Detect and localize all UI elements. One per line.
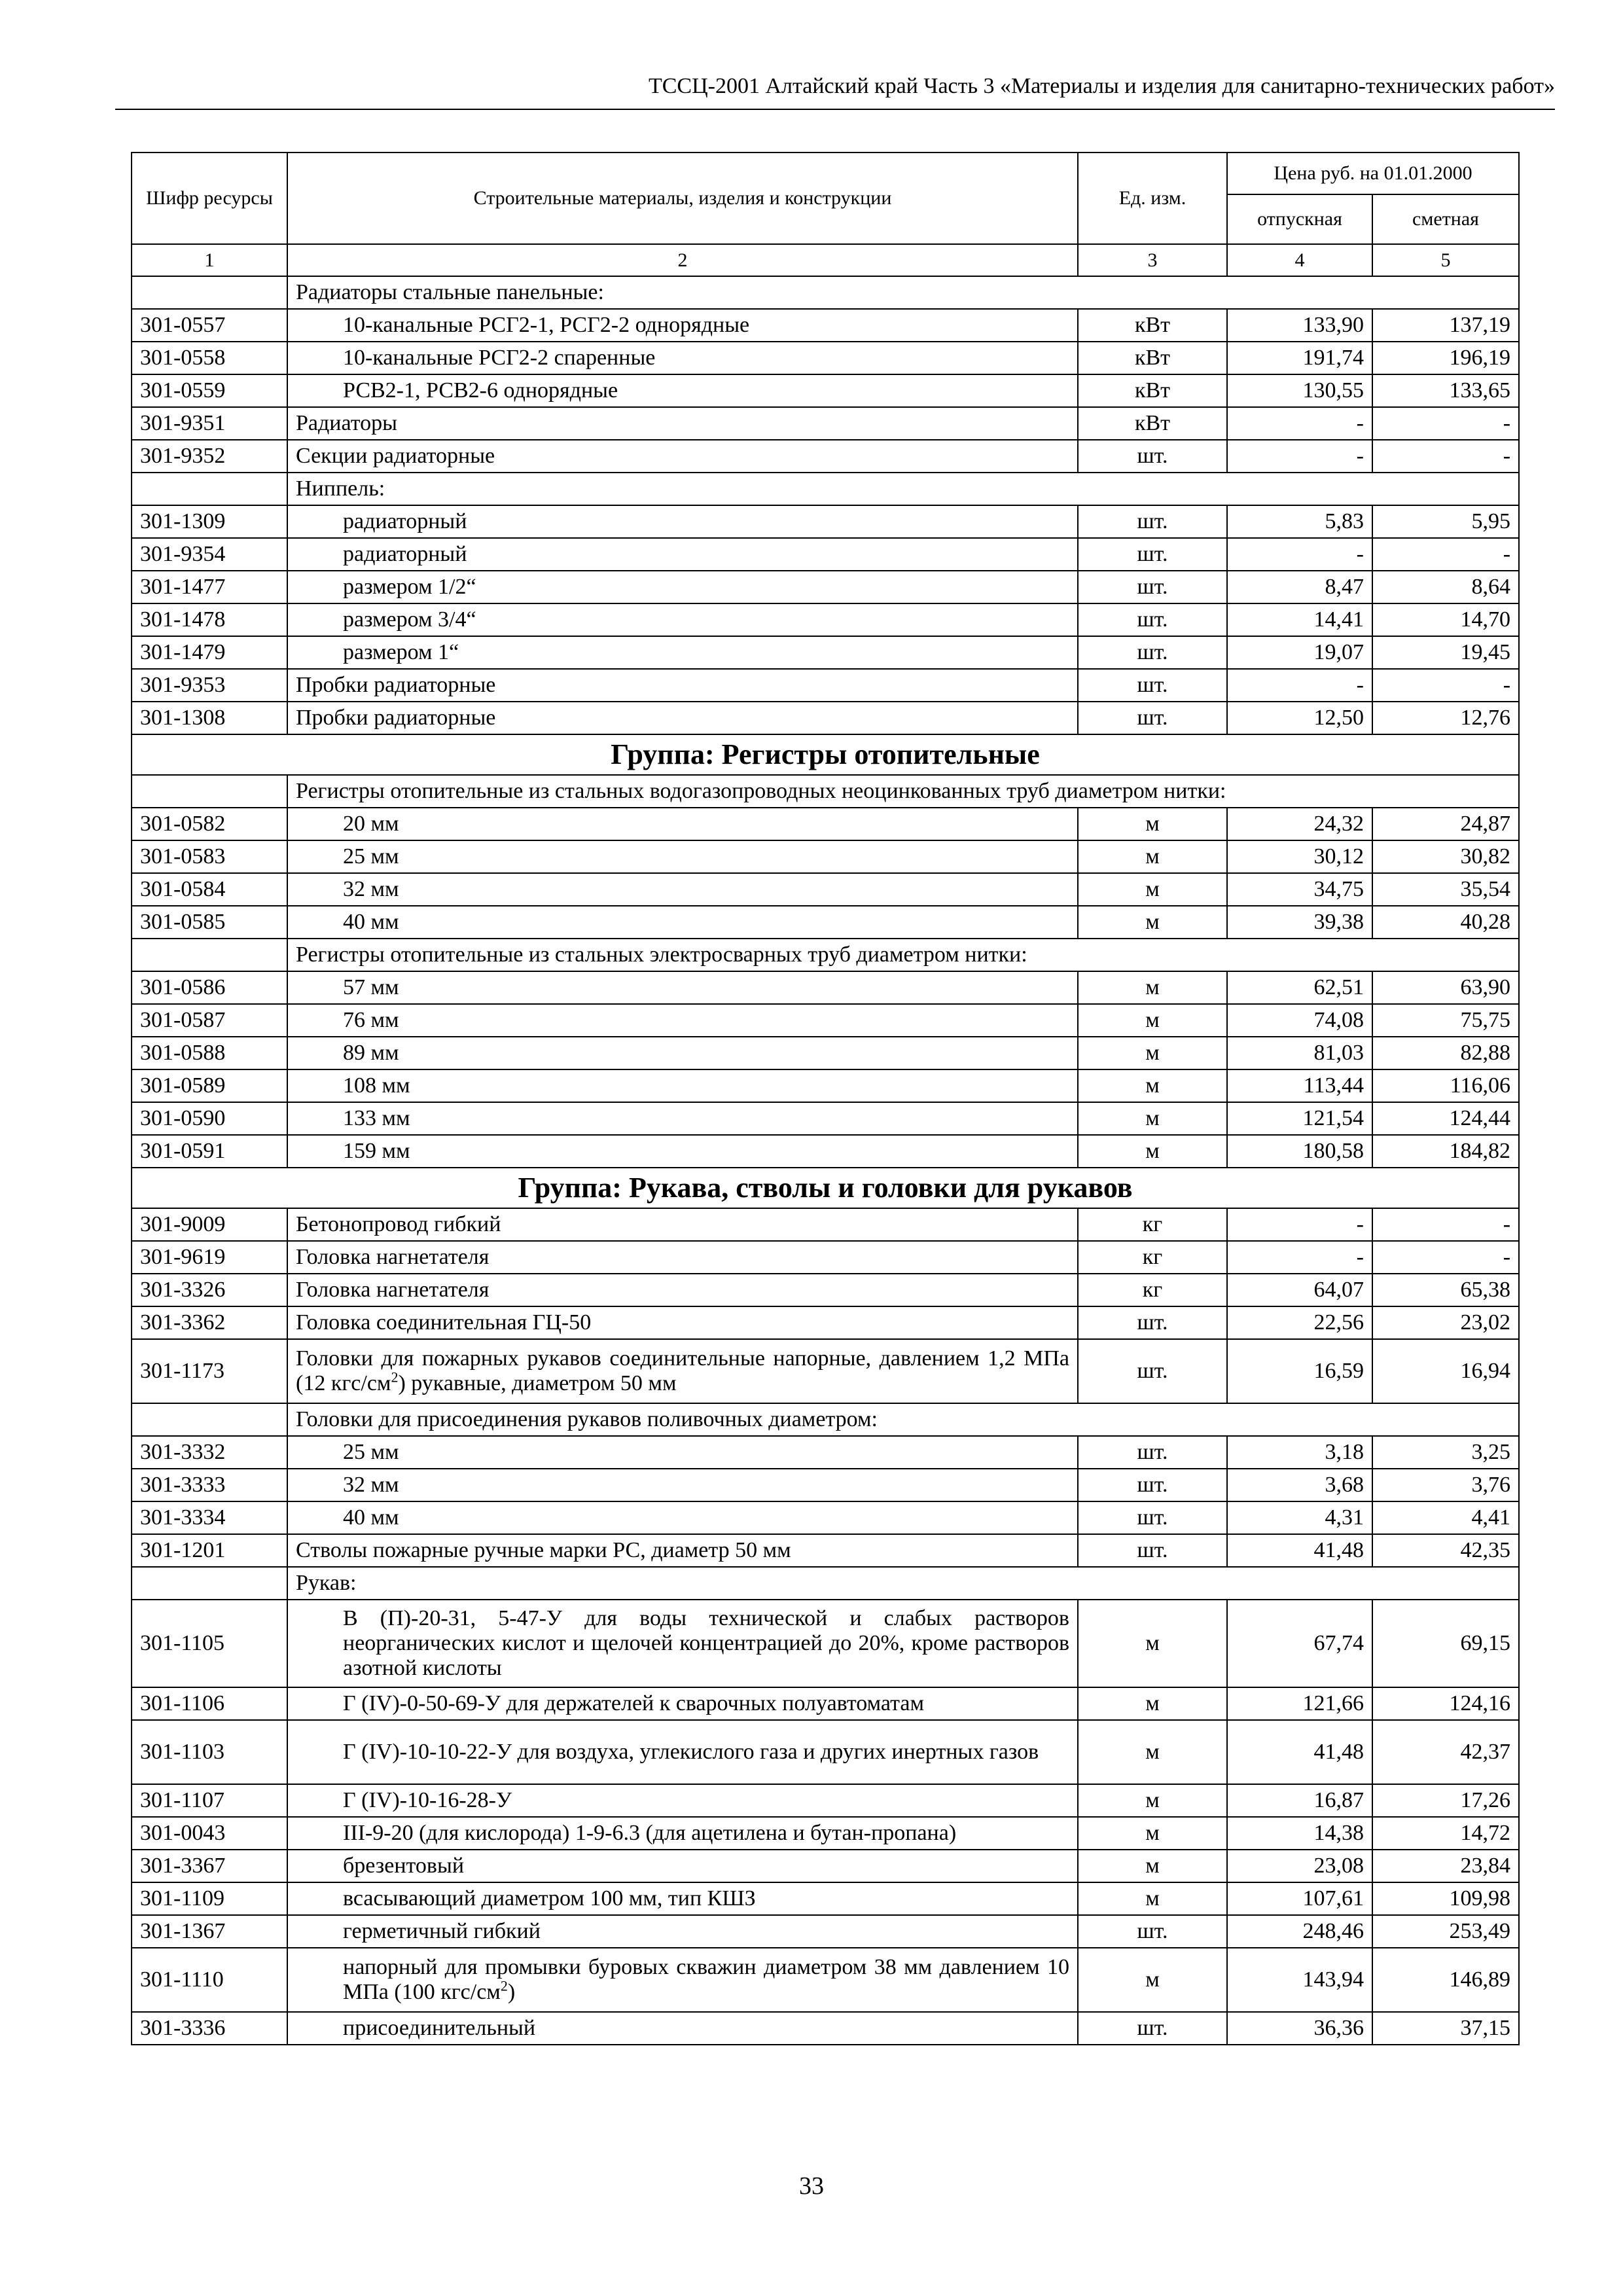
unit-of-measure: м [1078,1687,1227,1720]
table-row [132,1850,1519,1882]
estimate-price: 133,65 [1372,374,1519,407]
resource-code: 301-0558 [132,342,287,374]
resource-code: 301-3362 [132,1306,287,1339]
release-price: 19,07 [1227,636,1372,669]
table-row [132,1687,1519,1720]
table-row [132,342,1519,374]
resource-code: 301-3336 [132,2012,287,2045]
release-price: 36,36 [1227,2012,1372,2045]
group-title: Группа: Регистры отопительные [132,734,1519,775]
material-name: Бетонопровод гибкий [287,1208,1078,1241]
estimate-price: 37,15 [1372,2012,1519,2045]
material-name: размером 3/4“ [287,603,1078,636]
unit-of-measure: м [1078,1102,1227,1135]
unit-of-measure: м [1078,1882,1227,1915]
estimate-price: 8,64 [1372,571,1519,603]
estimate-price: 24,87 [1372,808,1519,840]
table-row [132,1004,1519,1037]
table-row [132,840,1519,873]
column-number: 5 [1372,244,1519,276]
unit-of-measure: шт. [1078,1436,1227,1469]
release-price: 41,48 [1227,1534,1372,1567]
material-name-part: напорный для промывки буровых скважин диаметром 38 мм давлением 10 МПа (100 кгс/см [343,1955,1069,2004]
material-name: РСВ2-1, РСВ2-6 однорядные [287,374,1078,407]
estimate-price: 184,82 [1372,1135,1519,1168]
estimate-price: 109,98 [1372,1882,1519,1915]
unit-of-measure: кВт [1078,374,1227,407]
subheading-row [132,775,1519,808]
subheading-text: Головки для присоединения рукавов поливочных диаметром: [287,1403,1519,1436]
table-row [132,538,1519,571]
header-unit: Ед. изм. [1078,152,1227,244]
resource-code: 301-1309 [132,505,287,538]
material-name: присоединительный [287,2012,1078,2045]
table-row [132,1534,1519,1567]
unit-of-measure: кг [1078,1274,1227,1306]
subheading-text: Рукав: [287,1567,1519,1600]
material-name [287,1948,1078,2012]
material-name: Пробки радиаторные [287,669,1078,702]
subheading-row [132,1567,1519,1600]
empty-code-cell [132,1567,287,1600]
estimate-price: 146,89 [1372,1948,1519,2012]
release-price: - [1227,669,1372,702]
release-price: - [1227,407,1372,440]
unit-of-measure: м [1078,1004,1227,1037]
material-name-part: Головки для пожарных рукавов соединительные напорные, давлением 1,2 МПа (12 кгс/см [296,1346,1069,1395]
group-heading-row [132,734,1519,775]
unit-of-measure: кВт [1078,407,1227,440]
estimate-price: 253,49 [1372,1915,1519,1948]
release-price: 12,50 [1227,702,1372,734]
estimate-price: 4,41 [1372,1501,1519,1534]
material-name: 40 мм [287,1501,1078,1534]
material-name: брезентовый [287,1850,1078,1882]
material-name: 20 мм [287,808,1078,840]
running-header [115,67,1555,110]
material-name: 10-канальные РСГ2-2 спаренные [287,342,1078,374]
estimate-price: 3,76 [1372,1469,1519,1501]
resource-code: 301-0587 [132,1004,287,1037]
material-name: Головка соединительная ГЦ-50 [287,1306,1078,1339]
release-price: 143,94 [1227,1948,1372,2012]
material-name: радиаторный [287,538,1078,571]
release-price: 67,74 [1227,1600,1372,1687]
release-price: 23,08 [1227,1850,1372,1882]
material-name: 32 мм [287,1469,1078,1501]
estimate-price: 69,15 [1372,1600,1519,1687]
resource-code: 301-3332 [132,1436,287,1469]
release-price: 5,83 [1227,505,1372,538]
resource-code: 301-3334 [132,1501,287,1534]
estimate-price: 5,95 [1372,505,1519,538]
subheading-text: Регистры отопительные из стальных электросварных труб диаметром нитки: [287,939,1519,971]
unit-of-measure: шт. [1078,1339,1227,1403]
unit-of-measure: м [1078,1948,1227,2012]
estimate-price: - [1372,440,1519,473]
material-name: 10-канальные РСГ2-1, РСГ2-2 однорядные [287,309,1078,342]
release-price: 180,58 [1227,1135,1372,1168]
price-table [131,152,1520,2045]
release-price: 191,74 [1227,342,1372,374]
unit-of-measure: м [1078,1784,1227,1817]
release-price: 8,47 [1227,571,1372,603]
unit-of-measure: шт. [1078,440,1227,473]
unit-of-measure: кг [1078,1208,1227,1241]
release-price: 121,54 [1227,1102,1372,1135]
release-price: 113,44 [1227,1069,1372,1102]
resource-code: 301-1477 [132,571,287,603]
unit-of-measure: шт. [1078,571,1227,603]
estimate-price: 23,02 [1372,1306,1519,1339]
column-number-row [132,244,1519,276]
unit-of-measure: м [1078,840,1227,873]
resource-code: 301-0043 [132,1817,287,1850]
superscript: 2 [500,1977,508,1994]
estimate-price: - [1372,1208,1519,1241]
release-price: 130,55 [1227,374,1372,407]
material-name [287,1339,1078,1403]
empty-code-cell [132,473,287,505]
unit-of-measure: м [1078,1069,1227,1102]
table-row [132,1037,1519,1069]
resource-code: 301-0589 [132,1069,287,1102]
unit-of-measure: шт. [1078,702,1227,734]
resource-code: 301-1201 [132,1534,287,1567]
header-estimate: сметная [1372,194,1519,244]
unit-of-measure: м [1078,906,1227,939]
material-name: 76 мм [287,1004,1078,1037]
column-number: 2 [287,244,1078,276]
unit-of-measure: кВт [1078,309,1227,342]
header-price: Цена руб. на 01.01.2000 [1227,152,1519,194]
unit-of-measure: кг [1078,1241,1227,1274]
estimate-price: - [1372,538,1519,571]
resource-code: 301-1173 [132,1339,287,1403]
estimate-price: 137,19 [1372,309,1519,342]
table-row [132,1208,1519,1241]
empty-code-cell [132,775,287,808]
material-name: Г (IV)-10-10-22-У для воздуха, углекислого газа и других инертных газов [287,1720,1078,1784]
resource-code: 301-0586 [132,971,287,1004]
unit-of-measure: шт. [1078,636,1227,669]
table-row [132,1915,1519,1948]
estimate-price: 12,76 [1372,702,1519,734]
table-row [132,1784,1519,1817]
resource-code: 301-0582 [132,808,287,840]
table-row [132,440,1519,473]
release-price: 3,18 [1227,1436,1372,1469]
header-code: Шифр ресурсы [132,152,287,244]
unit-of-measure: шт. [1078,669,1227,702]
table-row [132,1501,1519,1534]
estimate-price: - [1372,407,1519,440]
unit-of-measure: шт. [1078,603,1227,636]
release-price: 14,41 [1227,603,1372,636]
material-name-part: ) рукавные, диаметром 50 мм [398,1371,677,1395]
estimate-price: 124,44 [1372,1102,1519,1135]
unit-of-measure: м [1078,1037,1227,1069]
estimate-price: 3,25 [1372,1436,1519,1469]
unit-of-measure: шт. [1078,1306,1227,1339]
release-price: 16,59 [1227,1339,1372,1403]
resource-code: 301-0590 [132,1102,287,1135]
estimate-price: 63,90 [1372,971,1519,1004]
estimate-price: 17,26 [1372,1784,1519,1817]
table-row [132,505,1519,538]
estimate-price: 14,70 [1372,603,1519,636]
resource-code: 301-0583 [132,840,287,873]
estimate-price: 30,82 [1372,840,1519,873]
table-row [132,1339,1519,1403]
table-row [132,1306,1519,1339]
table-row [132,2012,1519,2045]
table-row [132,808,1519,840]
table-row [132,1720,1519,1784]
estimate-price: 42,35 [1372,1534,1519,1567]
resource-code: 301-1110 [132,1948,287,2012]
table-header-row [132,152,1519,194]
resource-code: 301-0584 [132,873,287,906]
material-name: герметичный гибкий [287,1915,1078,1948]
table-row [132,1135,1519,1168]
material-name: Г (IV)-10-16-28-У [287,1784,1078,1817]
resource-code: 301-1109 [132,1882,287,1915]
material-name: 57 мм [287,971,1078,1004]
table-row [132,1241,1519,1274]
material-name: размером 1/2“ [287,571,1078,603]
subheading-text: Ниппель: [287,473,1519,505]
release-price: - [1227,1208,1372,1241]
material-name: 32 мм [287,873,1078,906]
unit-of-measure: шт. [1078,1915,1227,1948]
unit-of-measure: шт. [1078,505,1227,538]
resource-code: 301-9619 [132,1241,287,1274]
material-name: Пробки радиаторные [287,702,1078,734]
estimate-price: 196,19 [1372,342,1519,374]
release-price: 30,12 [1227,840,1372,873]
table-body [132,276,1519,2045]
table-row [132,1882,1519,1915]
material-name: размером 1“ [287,636,1078,669]
header-name: Строительные материалы, изделия и конструкции [287,152,1078,244]
material-name: 159 мм [287,1135,1078,1168]
subheading-text: Радиаторы стальные панельные: [287,276,1519,309]
unit-of-measure: м [1078,1135,1227,1168]
material-name: Головка нагнетателя [287,1274,1078,1306]
subheading-row [132,939,1519,971]
release-price: 41,48 [1227,1720,1372,1784]
subheading-row [132,473,1519,505]
empty-code-cell [132,1403,287,1436]
table-row [132,1948,1519,2012]
unit-of-measure: м [1078,1600,1227,1687]
release-price: 34,75 [1227,873,1372,906]
resource-code: 301-3367 [132,1850,287,1882]
material-name: III-9-20 (для кислорода) 1-9-6.3 (для ацетилена и бутан-пропана) [287,1817,1078,1850]
resource-code: 301-9009 [132,1208,287,1241]
release-price: 14,38 [1227,1817,1372,1850]
table-row [132,309,1519,342]
release-price: 16,87 [1227,1784,1372,1817]
release-price: - [1227,538,1372,571]
unit-of-measure: м [1078,808,1227,840]
material-name: Г (IV)-0-50-69-У для держателей к сварочных полуавтоматам [287,1687,1078,1720]
material-name: 133 мм [287,1102,1078,1135]
resource-code: 301-1105 [132,1600,287,1687]
subheading-row [132,1403,1519,1436]
release-price: 62,51 [1227,971,1372,1004]
table-row [132,1436,1519,1469]
unit-of-measure: м [1078,873,1227,906]
release-price: - [1227,440,1372,473]
column-number: 1 [132,244,287,276]
table-row [132,1069,1519,1102]
material-name: Стволы пожарные ручные марки РС, диаметр 50 мм [287,1534,1078,1567]
release-price: 248,46 [1227,1915,1372,1948]
estimate-price: 35,54 [1372,873,1519,906]
estimate-price: 82,88 [1372,1037,1519,1069]
release-price: 107,61 [1227,1882,1372,1915]
resource-code: 301-1107 [132,1784,287,1817]
resource-code: 301-3333 [132,1469,287,1501]
material-name: Головка нагнетателя [287,1241,1078,1274]
unit-of-measure: шт. [1078,2012,1227,2045]
table-row [132,873,1519,906]
release-price: 74,08 [1227,1004,1372,1037]
table-row [132,1600,1519,1687]
release-price: 3,68 [1227,1469,1372,1501]
estimate-price: - [1372,669,1519,702]
resource-code: 301-1367 [132,1915,287,1948]
unit-of-measure: кВт [1078,342,1227,374]
material-name: Радиаторы [287,407,1078,440]
subheading-row [132,276,1519,309]
resource-code: 301-0588 [132,1037,287,1069]
table-row [132,971,1519,1004]
release-price: 39,38 [1227,906,1372,939]
resource-code: 301-1106 [132,1687,287,1720]
release-price: - [1227,1241,1372,1274]
table-row [132,407,1519,440]
release-price: 24,32 [1227,808,1372,840]
header-release: отпускная [1227,194,1372,244]
resource-code: 301-0585 [132,906,287,939]
table-row [132,906,1519,939]
group-heading-row [132,1168,1519,1208]
material-name: В (П)-20-31, 5-47-У для воды технической и слабых растворов неорганических кислот и щелочей концентрацией до 20%, кроме растворов азотной кислоты [287,1600,1078,1687]
unit-of-measure: м [1078,1850,1227,1882]
estimate-price: 124,16 [1372,1687,1519,1720]
unit-of-measure: м [1078,971,1227,1004]
resource-code: 301-1478 [132,603,287,636]
resource-code: 301-1103 [132,1720,287,1784]
resource-code: 301-1308 [132,702,287,734]
estimate-price: 75,75 [1372,1004,1519,1037]
estimate-price: 16,94 [1372,1339,1519,1403]
release-price: 121,66 [1227,1687,1372,1720]
release-price: 64,07 [1227,1274,1372,1306]
estimate-price: - [1372,1241,1519,1274]
running-title: ТССЦ-2001 Алтайский край Часть 3 «Материалы и изделия для санитарно-технических работ» [648,74,1555,98]
table-row [132,1469,1519,1501]
table-row [132,1102,1519,1135]
resource-code: 301-9351 [132,407,287,440]
estimate-price: 65,38 [1372,1274,1519,1306]
column-number: 3 [1078,244,1227,276]
resource-code: 301-9352 [132,440,287,473]
unit-of-measure: м [1078,1817,1227,1850]
table-row [132,636,1519,669]
resource-code: 301-0591 [132,1135,287,1168]
estimate-price: 42,37 [1372,1720,1519,1784]
empty-code-cell [132,939,287,971]
estimate-price: 116,06 [1372,1069,1519,1102]
material-name: 25 мм [287,840,1078,873]
release-price: 81,03 [1227,1037,1372,1069]
material-name: 89 мм [287,1037,1078,1069]
release-price: 4,31 [1227,1501,1372,1534]
group-title: Группа: Рукава, стволы и головки для рукавов [132,1168,1519,1208]
estimate-price: 23,84 [1372,1850,1519,1882]
release-price: 133,90 [1227,309,1372,342]
resource-code: 301-3326 [132,1274,287,1306]
release-price: 22,56 [1227,1306,1372,1339]
resource-code: 301-9353 [132,669,287,702]
column-number: 4 [1227,244,1372,276]
superscript: 2 [391,1369,399,1386]
material-name: Секции радиаторные [287,440,1078,473]
table-row [132,603,1519,636]
material-name-part: ) [507,1980,516,2004]
estimate-price: 19,45 [1372,636,1519,669]
table-row [132,374,1519,407]
table-row [132,702,1519,734]
material-name: радиаторный [287,505,1078,538]
material-name: 40 мм [287,906,1078,939]
unit-of-measure: шт. [1078,1501,1227,1534]
table-row [132,571,1519,603]
resource-code: 301-1479 [132,636,287,669]
table-row [132,669,1519,702]
estimate-price: 14,72 [1372,1817,1519,1850]
unit-of-measure: шт. [1078,1534,1227,1567]
subheading-text: Регистры отопительные из стальных водогазопроводных неоцинкованных труб диаметром нитки: [287,775,1519,808]
resource-code: 301-0559 [132,374,287,407]
material-name: 25 мм [287,1436,1078,1469]
page-number: 33 [799,2172,824,2200]
material-name: всасывающий диаметром 100 мм, тип КШЗ [287,1882,1078,1915]
estimate-price: 40,28 [1372,906,1519,939]
material-name: 108 мм [287,1069,1078,1102]
unit-of-measure: шт. [1078,1469,1227,1501]
unit-of-measure: шт. [1078,538,1227,571]
unit-of-measure: м [1078,1720,1227,1784]
resource-code: 301-9354 [132,538,287,571]
table-row [132,1817,1519,1850]
table-row [132,1274,1519,1306]
empty-code-cell [132,276,287,309]
resource-code: 301-0557 [132,309,287,342]
